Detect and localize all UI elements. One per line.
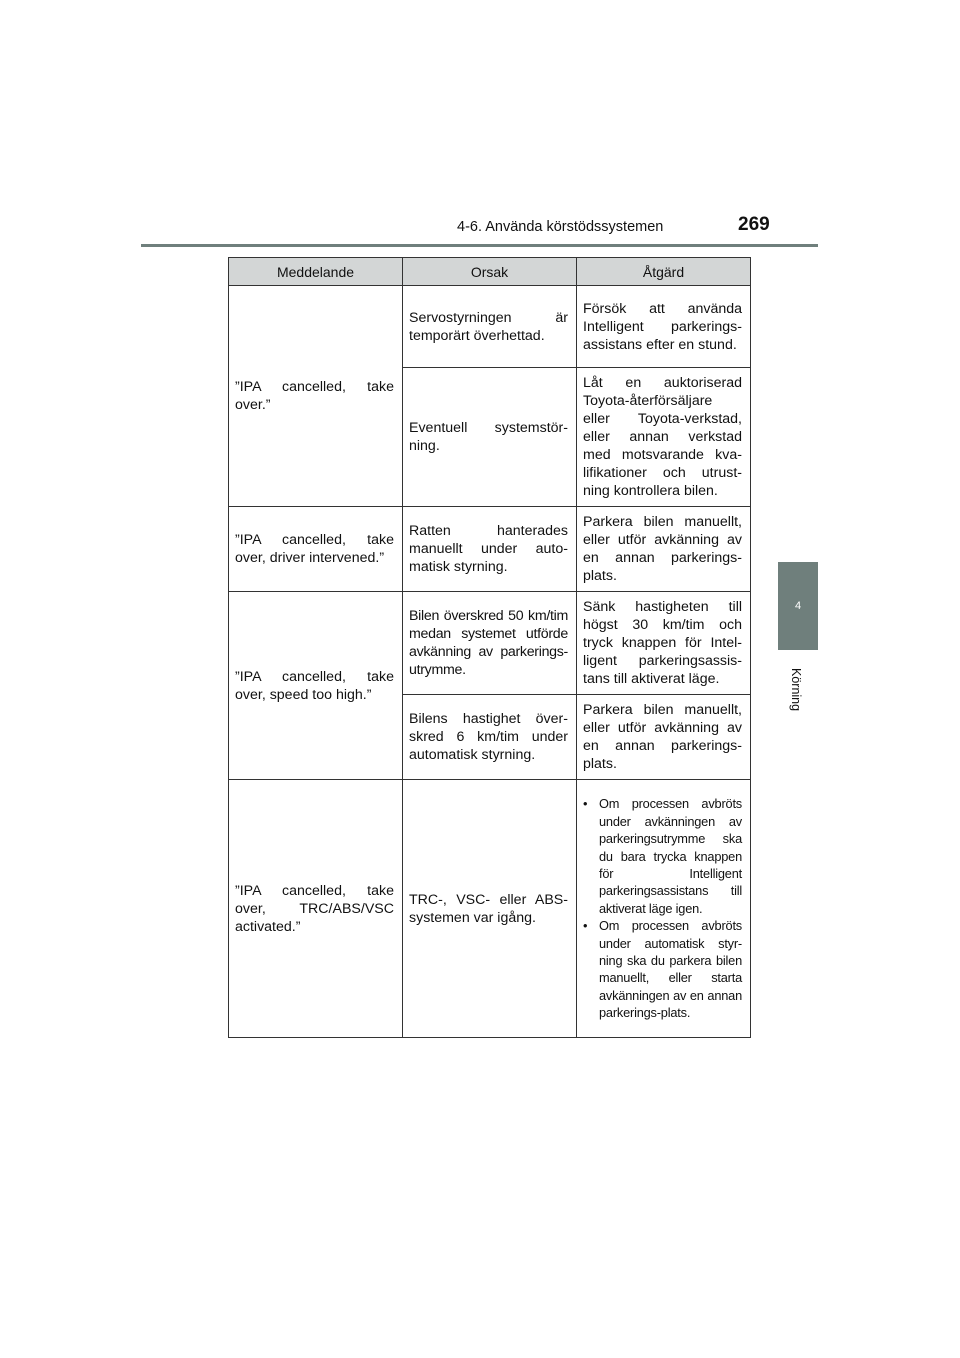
action-cell (577, 780, 751, 1038)
cause-cell: Bilens hastighet över-skred 6 km/tim under automatisk styrning. (403, 695, 577, 780)
table-row (229, 507, 751, 592)
section-title: 4-6. Använda körstödssystemen (457, 219, 664, 235)
chapter-number: 4 (794, 600, 802, 612)
message-table (228, 257, 751, 1038)
column-header-message: Meddelande (229, 258, 403, 286)
action-cell: Försök att använda Intelligent parkerings-assistans efter en stund. (577, 286, 751, 368)
action-cell: Sänk hastigheten till högst 30 km/tim och tryck knappen för Intel-ligent parkeringsassis-tans till aktiverat läge. (577, 592, 751, 695)
table-row (229, 286, 751, 368)
cause-cell: TRC-, VSC- eller ABS-systemen var igång. (403, 780, 577, 1038)
action-cell: Parkera bilen manuellt, eller utför avkänning av en annan parkerings-plats. (577, 695, 751, 780)
message-cell: ”IPA cancelled, take over.” (229, 286, 403, 507)
list-item-text: Om processen avbröts under automatisk styr-ning ska du parkera bilen manuellt, eller starta avkänningen av en annan parkerings-plats. (599, 918, 742, 1021)
action-bullet-list (583, 795, 742, 1021)
list-item-text: Om processen avbröts under avkänningen av parkeringsutrymme ska du bara trycka knappen för Intelligent parkeringsassistans till aktiverat läge igen. (599, 796, 742, 916)
bullet-icon: • (583, 918, 588, 934)
bullet-icon: • (583, 796, 588, 812)
cause-cell: Ratten hanterades manuellt under auto-matisk styrning. (403, 507, 577, 592)
message-cell: ”IPA cancelled, take over, TRC/ABS/VSC activated.” (229, 780, 403, 1038)
column-header-cause: Orsak (403, 258, 577, 286)
header-divider (141, 244, 818, 247)
column-header-action: Åtgärd (577, 258, 751, 286)
table-row (229, 592, 751, 695)
chapter-label: Körning (789, 668, 803, 712)
chapter-tab (778, 562, 818, 650)
table-row (229, 780, 751, 1038)
list-item (583, 795, 742, 917)
page-number: 269 (738, 214, 770, 235)
list-item (583, 917, 742, 1021)
message-cell: ”IPA cancelled, take over, driver intervened.” (229, 507, 403, 592)
cause-cell: Eventuell systemstör-ning. (403, 368, 577, 507)
action-cell: Parkera bilen manuellt, eller utför avkänning av en annan parkerings-plats. (577, 507, 751, 592)
table-header-row (229, 258, 751, 286)
cause-cell: Bilen överskred 50 km/tim medan systemet utförde avkänning av parkerings-utrymme. (403, 592, 577, 695)
action-cell: Låt en auktoriserad Toyota-återförsäljare eller Toyota-verkstad, eller annan verkstad med motsvarande kva-lifikationer och utrust-ning kontrollera bilen. (577, 368, 751, 507)
cause-cell: Servostyrningen är temporärt överhettad. (403, 286, 577, 368)
message-cell: ”IPA cancelled, take over, speed too high.” (229, 592, 403, 780)
